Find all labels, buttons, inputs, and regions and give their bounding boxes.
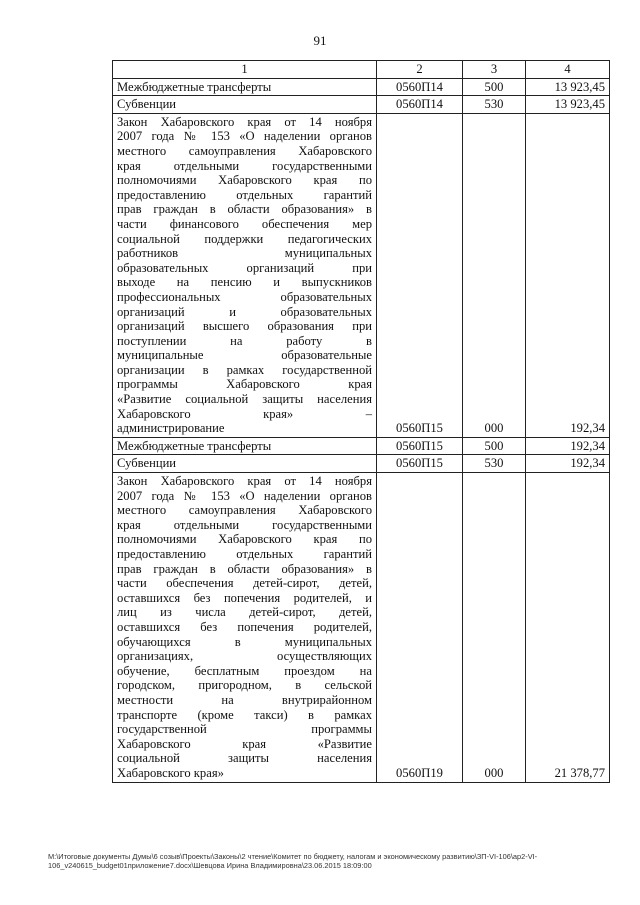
header-cell-4: 4 (526, 61, 610, 79)
row-amount-cell: 192,34 (526, 437, 610, 455)
row-name-line: администрирование (117, 421, 225, 436)
row-amount-cell: 13 923,45 (526, 78, 610, 96)
row-name-line: Закон Хабаровского края от 14 ноября (117, 474, 372, 489)
row-name-line: обучающихся в муниципальных (117, 634, 372, 649)
row-name-line: лиц из числа детей-сирот, детей, (117, 605, 372, 620)
row-name-cell (113, 96, 377, 114)
row-type-cell: 000 (463, 113, 526, 437)
row-name-line: социальной защиты населения (117, 751, 372, 766)
row-name-line: полномочиями Хабаровского края по (117, 532, 372, 547)
row-name-line: организаций высшего образования при (117, 319, 372, 334)
row-name-line: края отдельными государственными (117, 517, 372, 532)
row-name-line: социальной поддержки педагогических (117, 231, 372, 246)
row-name-line: предоставлению отдельных гарантий (117, 547, 372, 561)
row-name-line: Межбюджетные трансферты (117, 79, 272, 94)
header-cell-1: 1 (113, 61, 377, 79)
row-amount-cell: 192,34 (526, 113, 610, 437)
row-name-line: оставшихся без попечения родителей, (117, 619, 372, 634)
page-number: 91 (313, 33, 327, 48)
table-row (113, 78, 610, 96)
row-name-line: муниципальные образовательные (117, 348, 372, 363)
row-name-line: Хабаровского края «Развитие (117, 736, 372, 751)
row-name-line: Субвенции (117, 97, 177, 112)
row-name-line: организаций и образовательных (117, 304, 372, 319)
table-row (113, 96, 610, 114)
table-header-row (113, 61, 610, 79)
row-name-line: 2007 года № 153 «О наделении органов (117, 129, 372, 144)
row-name-line: Межбюджетные трансферты (117, 438, 272, 453)
row-name-line: работников муниципальных (117, 246, 372, 261)
row-code-cell: 0560П15 (377, 455, 463, 473)
table-row (113, 437, 610, 455)
row-code-cell: 0560П14 (377, 96, 463, 114)
table-row (113, 455, 610, 473)
row-name-cell (113, 437, 377, 455)
row-amount-cell: 21 378,77 (526, 473, 610, 782)
row-name-line: Субвенции (117, 456, 177, 471)
row-name-line: профессиональных образовательных (117, 289, 372, 304)
row-name-line: программы Хабаровского края (117, 377, 372, 392)
row-name-line: местности на внутрирайонном (117, 692, 372, 707)
row-name-line: организациях, осуществляющих (117, 649, 372, 664)
row-amount-cell: 13 923,45 (526, 96, 610, 114)
row-name-line: Хабаровского края» (117, 765, 224, 780)
row-amount-cell: 192,34 (526, 455, 610, 473)
row-name-line: части обеспечения детей-сирот, детей, (117, 576, 372, 591)
row-code-cell: 0560П15 (377, 113, 463, 437)
row-name-line: организации в рамках государственной (117, 362, 372, 377)
budget-table (112, 60, 610, 783)
row-code-cell: 0560П19 (377, 473, 463, 782)
table-row (113, 113, 610, 437)
row-type-cell: 530 (463, 96, 526, 114)
row-name-cell (113, 455, 377, 473)
row-name-line: «Развитие социальной защиты населения (117, 392, 372, 407)
row-type-cell: 500 (463, 437, 526, 455)
row-name-line: части финансового обеспечения мер (117, 216, 372, 231)
row-name-line: прав граждан в области образования» в (117, 561, 372, 576)
row-name-line: транспорте (кроме такси) в рамках (117, 707, 372, 722)
row-name-line: местного самоуправления Хабаровского (117, 143, 372, 158)
row-type-cell: 530 (463, 455, 526, 473)
row-name-cell (113, 473, 377, 782)
header-cell-2: 2 (377, 61, 463, 79)
row-name-line: обучение, бесплатным проездом на (117, 663, 372, 678)
row-name-line: оставшихся без попечения родителей, и (117, 590, 372, 605)
row-name-cell (113, 78, 377, 96)
header-cell-3: 3 (463, 61, 526, 79)
row-name-line: местного самоуправления Хабаровского (117, 503, 372, 518)
row-name-line: края отдельными государственными (117, 158, 372, 173)
row-type-cell: 500 (463, 78, 526, 96)
row-name-line: Закон Хабаровского края от 14 ноября (117, 114, 372, 129)
row-code-cell: 0560П14 (377, 78, 463, 96)
row-name-line: образовательных организаций при (117, 260, 372, 275)
row-name-line: государственной программы (117, 722, 372, 737)
row-name-line: полномочиями Хабаровского края по (117, 173, 372, 188)
row-name-line: прав граждан в области образования» в (117, 202, 372, 217)
row-name-line: Хабаровского края» – (117, 406, 372, 421)
row-name-line: выходе на пенсию и выпускников (117, 275, 372, 290)
file-path-footer: M:\Итоговые документы Думы\6 созыв\Проекты\Законы\2 чтение\Комитет по бюджету, налогам и экономическому развитию\ЗП-VI-106\ap2-VI-106_v240615_budget01приложение7.docx\Шевцова Ирина Владимировна\23.06.2015 18:09:00 (48, 852, 538, 870)
table-row (113, 473, 610, 782)
row-name-line: городском, пригородном, в сельской (117, 678, 372, 693)
row-name-line: предоставлению отдельных гарантий (117, 187, 372, 202)
row-name-line: 2007 года № 153 «О наделении органов (117, 488, 372, 503)
row-type-cell: 000 (463, 473, 526, 782)
row-code-cell: 0560П15 (377, 437, 463, 455)
row-name-line: поступлении на работу в (117, 333, 372, 348)
row-name-cell (113, 113, 377, 437)
